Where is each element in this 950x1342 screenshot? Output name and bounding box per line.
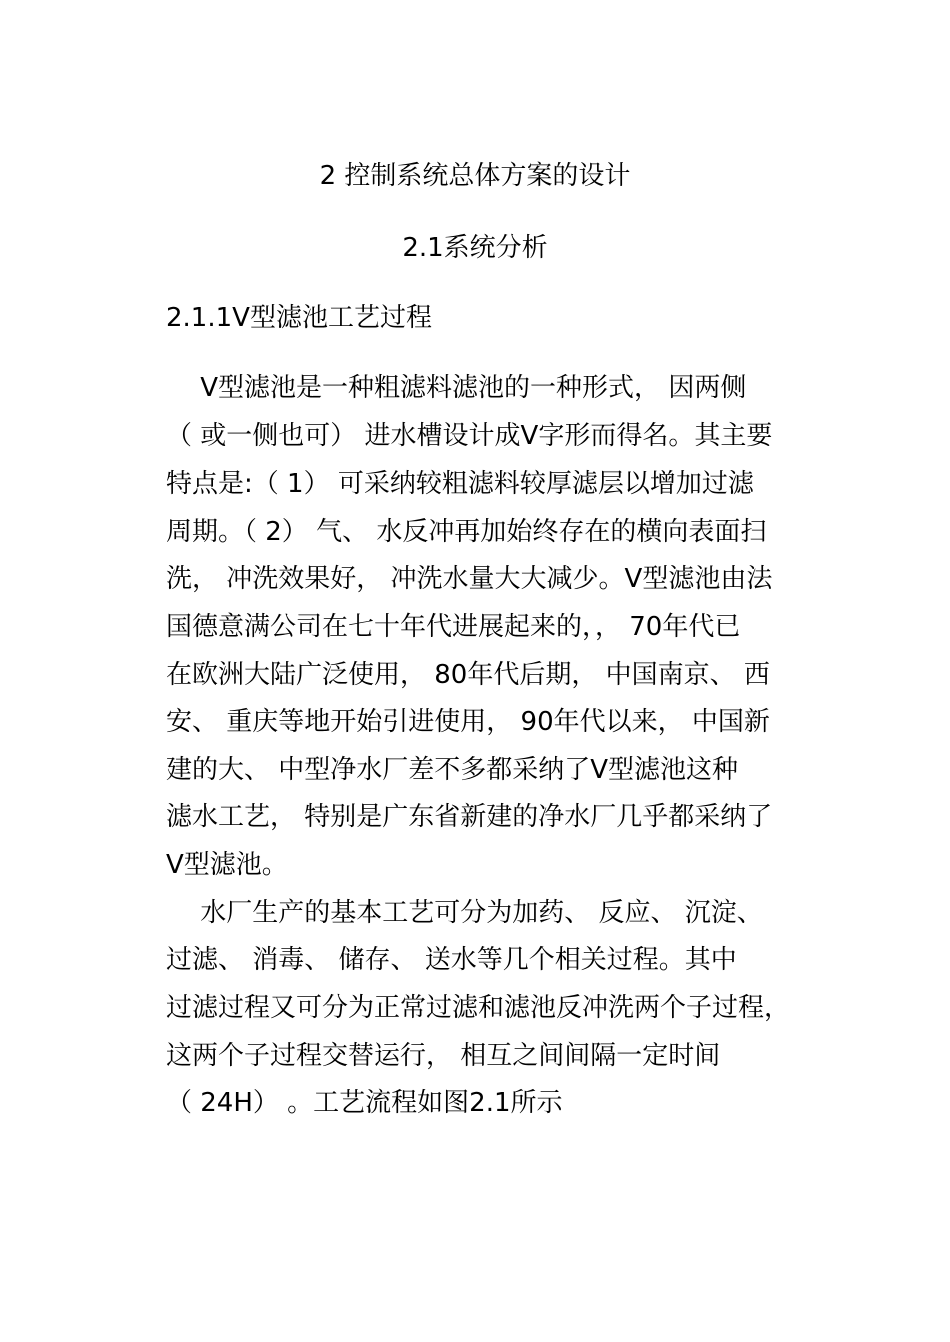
paragraph-line: 洗， 冲洗效果好， 冲洗水量大大减少。V型滤池由法 <box>166 564 773 594</box>
paragraph-line: 安、 重庆等地开始引进使用， 90年代以来， 中国新 <box>166 707 770 737</box>
paragraph-line: 国德意满公司在七十年代进展起来的，， 70年代已 <box>166 612 741 642</box>
paragraph-line: V型滤池。 <box>166 850 288 880</box>
paragraph-line: （ 或一侧也可） 进水槽设计成V字形而得名。其主要 <box>166 421 773 451</box>
paragraph-line: 建的大、 中型净水厂差不多都采纳了V型滤池这种 <box>166 755 739 785</box>
paragraph-line: 周期。（ 2） 气、 水反冲再加始终存在的横向表面扫 <box>166 517 767 547</box>
paragraph-line: 过滤、 消毒、 储存、 送水等几个相关过程。其中 <box>166 945 737 975</box>
paragraph-line: 水厂生产的基本工艺可分为加药、 反应、 沉淀、 <box>166 898 763 928</box>
paragraph-line: 特点是:（ 1） 可采纳较粗滤料较厚滤层以增加过滤 <box>166 469 754 499</box>
paragraph-line: 滤水工艺， 特别是广东省新建的净水厂几乎都采纳了 <box>166 802 773 832</box>
chapter-title: 2 控制系统总体方案的设计 <box>319 161 631 191</box>
section-title: 2.1系统分析 <box>402 233 548 263</box>
paragraph-line: 在欧洲大陆广泛使用， 80年代后期， 中国南京、 西 <box>166 660 770 690</box>
subsection-title: 2.1.1V型滤池工艺过程 <box>166 303 432 333</box>
paragraph-line: （ 24H） 。工艺流程如图2.1所示 <box>166 1088 563 1118</box>
paragraph-line: 这两个子过程交替运行， 相互之间间隔一定时间 <box>166 1041 721 1071</box>
paragraph-line: 过滤过程又可分为正常过滤和滤池反冲洗两个子过程， <box>166 993 791 1023</box>
paragraph-line: V型滤池是一种粗滤料滤池的一种形式， 因两侧 <box>166 373 747 403</box>
